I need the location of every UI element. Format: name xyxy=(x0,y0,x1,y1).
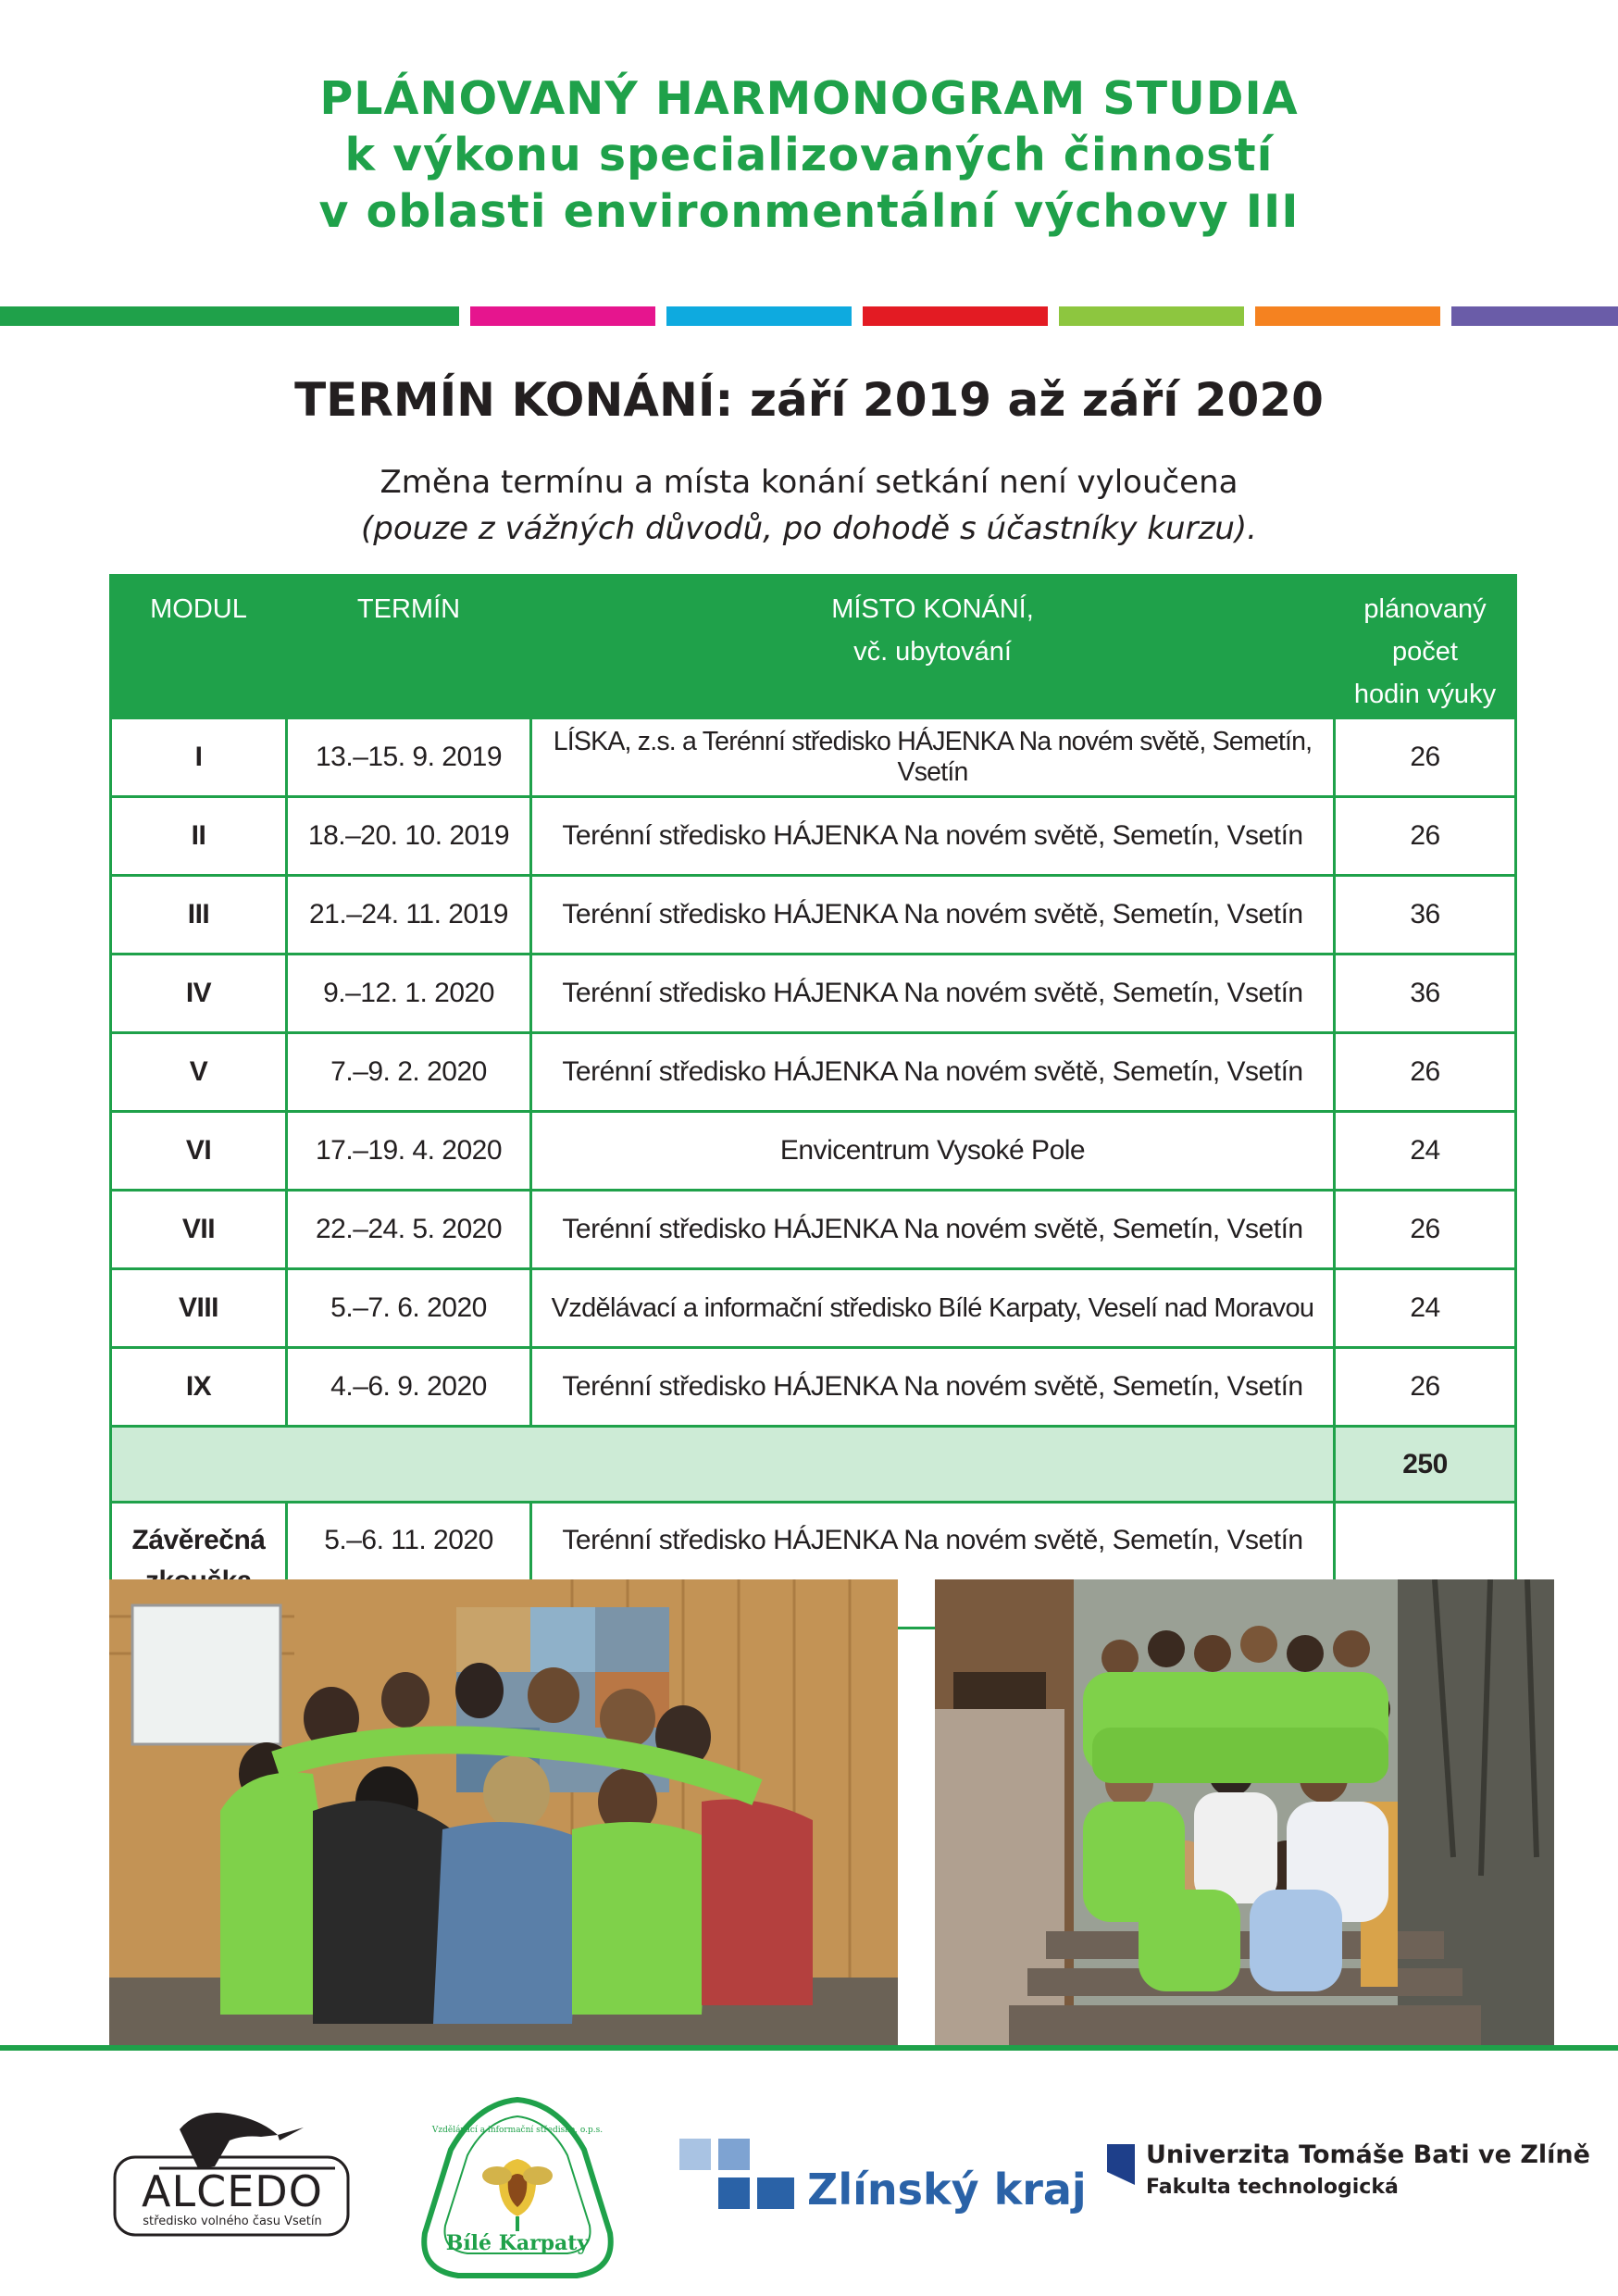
header-hodiny-line-1: plánovaný počet xyxy=(1363,594,1487,667)
stripe-purple xyxy=(1451,306,1618,326)
cell-misto: LÍSKA, z.s. a Terénní středisko HÁJENKA Na novém světě, Semetín, Vsetín xyxy=(531,718,1335,797)
stripe-red xyxy=(863,306,1048,326)
cell-termin: 21.–24. 11. 2019 xyxy=(287,876,531,955)
cell-hodiny: 36 xyxy=(1335,876,1516,955)
cell-misto: Terénní středisko HÁJENKA Na novém světě, Semetín, Vsetín xyxy=(531,955,1335,1033)
cell-exam-misto: Terénní středisko HÁJENKA Na novém světě, Semetín, Vsetín xyxy=(531,1503,1335,1628)
cell-termin: 7.–9. 2. 2020 xyxy=(287,1033,531,1112)
table-row xyxy=(111,718,1516,797)
title-line-1: PLÁNOVANÝ HARMONOGRAM STUDIA xyxy=(319,72,1299,125)
stripe-cyan xyxy=(666,306,852,326)
total-row xyxy=(111,1427,1516,1503)
page-title xyxy=(0,70,1618,240)
cell-misto: Terénní středisko HÁJENKA Na novém světě, Semetín, Vsetín xyxy=(531,1033,1335,1112)
header-termin: TERMÍN xyxy=(287,576,531,718)
cell-modul: V xyxy=(111,1033,287,1112)
cell-exam-termin: 5.–6. 11. 2020 xyxy=(287,1503,531,1628)
alcedo-sub: středisko volného času Vsetín xyxy=(143,2215,322,2228)
total-spacer xyxy=(111,1427,1335,1503)
zlinsky-kraj-squares-icon xyxy=(679,2139,800,2218)
table-row xyxy=(111,1112,1516,1191)
header-hodiny-line-2: hodin výuky xyxy=(1353,680,1497,709)
cell-termin: 18.–20. 10. 2019 xyxy=(287,797,531,876)
cell-modul: VIII xyxy=(111,1269,287,1348)
cell-hodiny: 36 xyxy=(1335,955,1516,1033)
term-label: TERMÍN KONÁNÍ: xyxy=(294,373,734,427)
table-header-row xyxy=(111,576,1516,718)
logo-utb xyxy=(1107,2140,1590,2205)
cell-hodiny: 26 xyxy=(1335,718,1516,797)
alcedo-name: ALCEDO xyxy=(142,2166,323,2216)
bile-karpaty-arc-text: Vzdělávací a informační středisko, o.p.s. xyxy=(431,2126,604,2135)
term-value: září 2019 až září 2020 xyxy=(749,373,1324,427)
cell-termin: 9.–12. 1. 2020 xyxy=(287,955,531,1033)
logo-bile-karpaty xyxy=(419,2094,616,2279)
cell-hodiny: 26 xyxy=(1335,1348,1516,1427)
cell-hodiny: 24 xyxy=(1335,1112,1516,1191)
utb-line-1: Univerzita Tomáše Bati ve Zlíně xyxy=(1146,2140,1590,2169)
total-hours: 250 xyxy=(1335,1427,1516,1503)
table-row xyxy=(111,1191,1516,1269)
cell-termin: 13.–15. 9. 2019 xyxy=(287,718,531,797)
color-stripes xyxy=(0,306,1618,326)
stripe-orange xyxy=(1255,306,1440,326)
cell-misto: Envicentrum Vysoké Pole xyxy=(531,1112,1335,1191)
schedule-table xyxy=(109,574,1517,1629)
title-line-2: k výkonu specializovaných činností xyxy=(344,129,1274,181)
photo-group-outdoors-image xyxy=(935,1579,1554,2048)
title-line-3: v oblasti environmentální výchovy III xyxy=(318,185,1300,238)
utb-line-2: Fakulta technologická xyxy=(1146,2176,1399,2199)
stripe-lime xyxy=(1059,306,1244,326)
cell-termin: 5.–7. 6. 2020 xyxy=(287,1269,531,1348)
cell-hodiny: 26 xyxy=(1335,1191,1516,1269)
bile-karpaty-name: Bílé Karpaty xyxy=(445,2231,590,2255)
cell-misto: Terénní středisko HÁJENKA Na novém světě, Semetín, Vsetín xyxy=(531,1348,1335,1427)
change-note xyxy=(0,459,1618,552)
header-misto-line-1: MÍSTO KONÁNÍ, xyxy=(831,594,1034,624)
cell-misto: Terénní středisko HÁJENKA Na novém světě, Semetín, Vsetín xyxy=(531,876,1335,955)
cell-misto: Terénní středisko HÁJENKA Na novém světě, Semetín, Vsetín xyxy=(531,797,1335,876)
photo-group-hug-image xyxy=(109,1579,898,2048)
cell-modul: IV xyxy=(111,955,287,1033)
zlinsky-kraj-name: Zlínský kraj xyxy=(807,2165,1087,2215)
cell-misto: Vzdělávací a informační středisko Bílé Karpaty, Veselí nad Moravou xyxy=(531,1269,1335,1348)
cell-modul: I xyxy=(111,718,287,797)
table-row xyxy=(111,1269,1516,1348)
table-row xyxy=(111,1348,1516,1427)
table-row xyxy=(111,955,1516,1033)
cell-misto: Terénní středisko HÁJENKA Na novém světě, Semetín, Vsetín xyxy=(531,1191,1335,1269)
cell-modul: IX xyxy=(111,1348,287,1427)
cell-hodiny: 24 xyxy=(1335,1269,1516,1348)
cell-termin: 22.–24. 5. 2020 xyxy=(287,1191,531,1269)
term-heading xyxy=(0,373,1618,427)
logo-zlinsky-kraj xyxy=(679,2139,1087,2218)
header-misto xyxy=(531,576,1335,718)
table-row xyxy=(111,876,1516,955)
header-hodiny xyxy=(1335,576,1516,718)
note-line-1: Změna termínu a místa konání setkání není vyloučena xyxy=(380,464,1238,501)
header-misto-line-2: vč. ubytování xyxy=(853,637,1012,667)
cell-modul: III xyxy=(111,876,287,955)
bottom-rule xyxy=(0,2045,1618,2051)
stripe-magenta xyxy=(470,306,655,326)
cell-hodiny: 26 xyxy=(1335,1033,1516,1112)
utb-emblem-icon xyxy=(1107,2144,1135,2185)
cell-termin: 17.–19. 4. 2020 xyxy=(287,1112,531,1191)
photo-group-outdoors xyxy=(935,1579,1554,2048)
header-modul: MODUL xyxy=(111,576,287,718)
cell-modul: VI xyxy=(111,1112,287,1191)
note-line-2: (pouze z vážných důvodů, po dohodě s účastníky kurzu). xyxy=(361,510,1257,547)
table-row xyxy=(111,797,1516,876)
cell-modul: II xyxy=(111,797,287,876)
cell-termin: 4.–6. 9. 2020 xyxy=(287,1348,531,1427)
cell-modul: VII xyxy=(111,1191,287,1269)
photo-group-hug xyxy=(109,1579,898,2048)
stripe-green xyxy=(0,306,459,326)
exam-modul-line-1: Závěrečná xyxy=(131,1525,266,1555)
logo-alcedo xyxy=(113,2100,352,2237)
table-row xyxy=(111,1033,1516,1112)
cell-hodiny: 26 xyxy=(1335,797,1516,876)
